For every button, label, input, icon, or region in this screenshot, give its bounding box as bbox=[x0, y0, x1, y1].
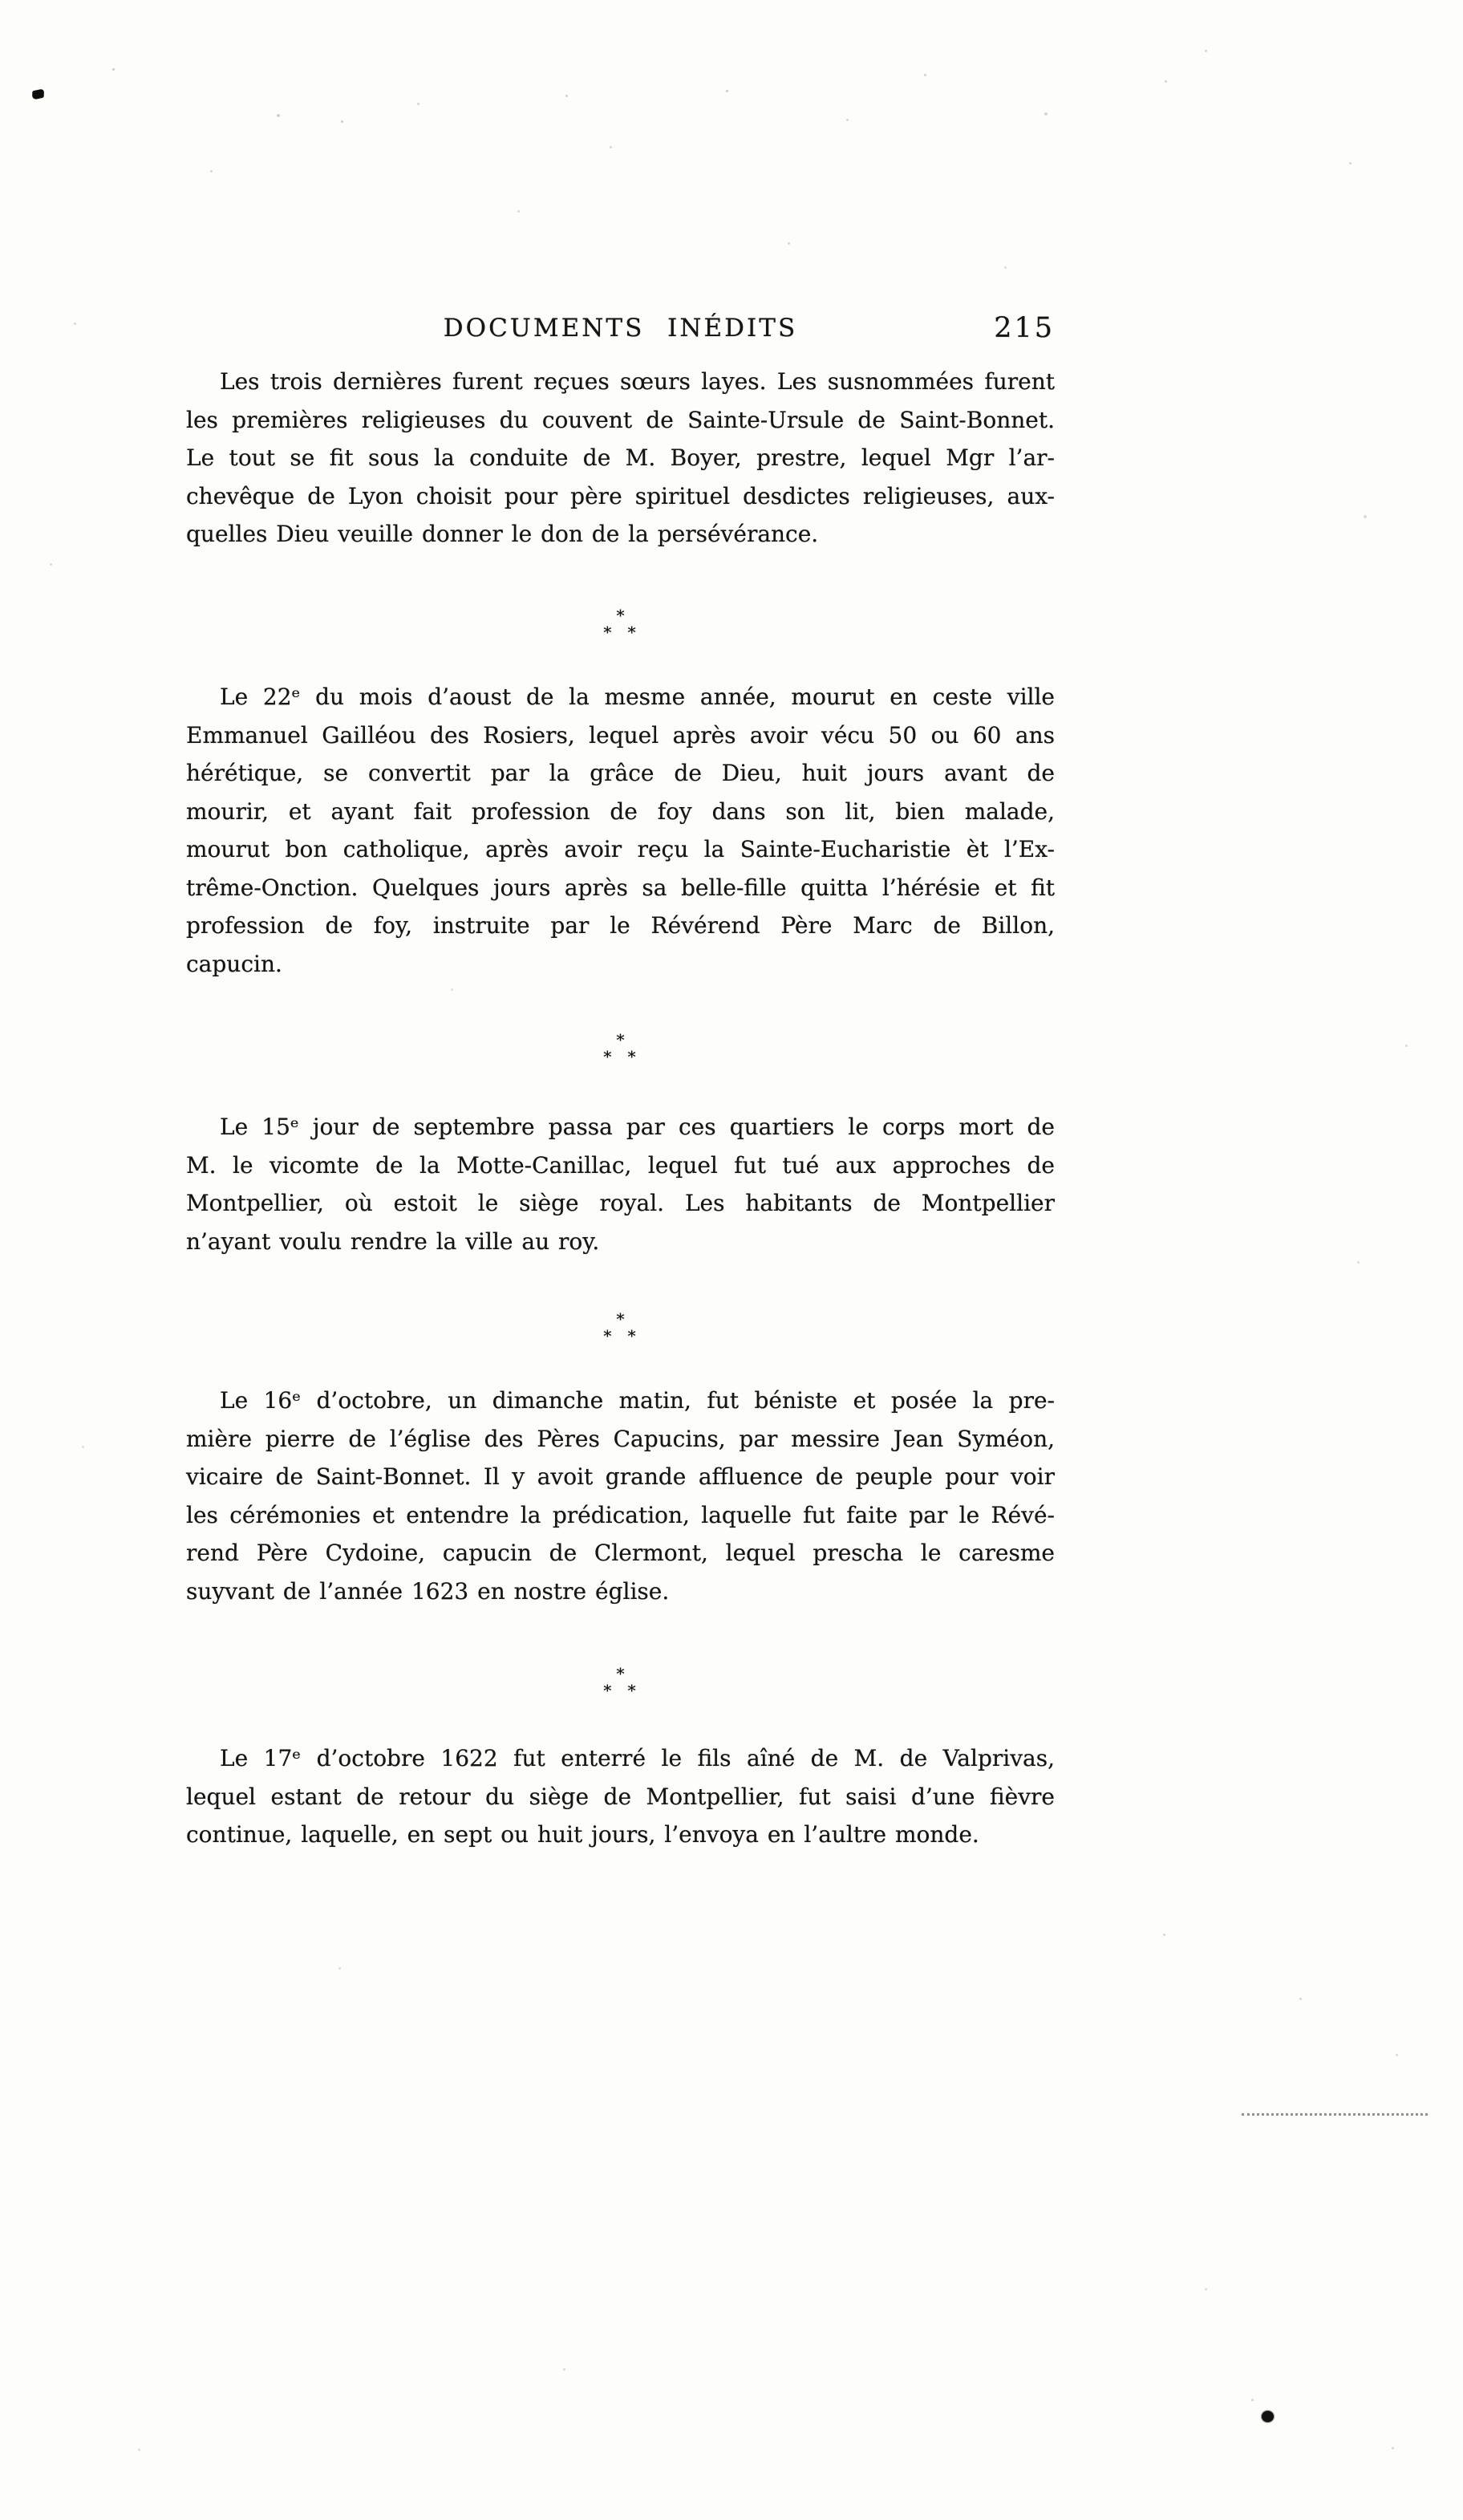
text-line: les premières religieuses du couvent de Sainte-Ursule de Saint-Bonnet. bbox=[186, 406, 1055, 433]
text-line: n’ayant voulu rendre la ville au roy. bbox=[186, 1228, 600, 1255]
scan-noise-speck bbox=[1396, 2054, 1398, 2056]
paragraph bbox=[186, 1382, 1055, 1610]
text-line: profession de foy, instruite par le Révérend Père Marc de Billon, bbox=[186, 912, 1055, 939]
text-line: Emmanuel Gailléou des Rosiers, lequel après avoir vécu 50 ou 60 ans bbox=[186, 721, 1055, 749]
text-line: vicaire de Saint-Bonnet. Il y avoit grande affluence de peuple pour voir bbox=[186, 1463, 1055, 1490]
text-line: mourut bon catholique, après avoir reçu la Sainte-Eucharistie èt l’Ex- bbox=[186, 836, 1055, 862]
text-line: lequel estant de retour du siège de Montpellier, fut saisi d’une fièvre bbox=[186, 1783, 1055, 1810]
text-line: Les trois dernières furent reçues sœurs layes. Les susnommées furent bbox=[220, 368, 1055, 395]
scan-noise-speck bbox=[74, 323, 76, 325]
scan-noise-speck bbox=[210, 170, 213, 172]
asterisk-icon: * * bbox=[603, 1047, 638, 1066]
scan-noise-speck bbox=[1004, 266, 1007, 269]
text-line: Le 22ᵉ du mois d’aoust de la mesme année, mourut en ceste ville bbox=[220, 684, 1055, 710]
asterisk-icon: * * bbox=[603, 1326, 638, 1345]
text-line: chevêque de Lyon choisit pour père spirituel desdictes religieuses, aux- bbox=[186, 482, 1055, 509]
scan-noise-speck bbox=[82, 1446, 84, 1448]
scan-noise-speck bbox=[924, 74, 926, 76]
scan-noise-speck bbox=[563, 2368, 565, 2371]
scan-noise-speck bbox=[565, 95, 568, 97]
running-title: DOCUMENTS INÉDITS bbox=[443, 314, 798, 343]
asterisk-icon: * bbox=[616, 1309, 625, 1329]
scan-noise-speck bbox=[1299, 1998, 1302, 2000]
scan-noise-speck bbox=[517, 210, 520, 213]
scan-noise-speck bbox=[50, 563, 52, 566]
scan-noise-speck bbox=[1251, 2399, 1254, 2401]
paragraph bbox=[186, 1739, 1055, 1854]
text-line: mière pierre de l’église des Pères Capucins, par messire Jean Syméon, bbox=[186, 1425, 1055, 1452]
scan-noise-speck bbox=[1405, 1045, 1408, 1047]
scan-noise-speck bbox=[1205, 2288, 1207, 2291]
ink-dot-mark bbox=[1262, 2411, 1274, 2422]
faint-rule-mark bbox=[1242, 2113, 1428, 2116]
asterisk-icon: * * bbox=[603, 623, 638, 642]
scan-noise-speck bbox=[1364, 515, 1367, 518]
paragraph bbox=[186, 363, 1055, 554]
ink-blot-mark bbox=[32, 88, 44, 99]
text-line: suyvant de l’année 1623 en nostre église. bbox=[186, 1577, 670, 1605]
asterisk-icon: * * bbox=[603, 1681, 638, 1700]
asterism-divider bbox=[186, 1666, 1055, 1699]
asterisk-icon: * bbox=[616, 1664, 625, 1683]
text-line: Le tout se fit sous la conduite de M. Boyer, prestre, lequel Mgr l’ar- bbox=[186, 444, 1055, 471]
text-line: les cérémonies et entendre la prédication, laquelle fut faite par le Révé- bbox=[186, 1501, 1055, 1528]
scan-noise-speck bbox=[451, 988, 453, 991]
scan-noise-speck bbox=[1392, 2447, 1394, 2449]
scan-noise-speck bbox=[1205, 50, 1207, 52]
scan-noise-speck bbox=[277, 114, 280, 117]
scan-noise-speck bbox=[112, 68, 115, 71]
text-line: hérétique, se convertit par la grâce de Dieu, huit jours avant de bbox=[186, 760, 1055, 786]
scan-noise-speck bbox=[788, 242, 790, 245]
paragraph bbox=[186, 678, 1055, 983]
scan-noise-speck bbox=[1163, 1934, 1165, 1936]
scan-noise-speck bbox=[417, 103, 419, 105]
text-line: Le 16ᵉ d’octobre, un dimanche matin, fut béniste et posée la pre- bbox=[220, 1387, 1055, 1414]
page-header bbox=[186, 314, 1055, 349]
text-line: capucin. bbox=[186, 950, 282, 977]
asterism-divider bbox=[186, 1311, 1055, 1345]
scan-noise-speck bbox=[1044, 112, 1048, 116]
asterisk-icon: * bbox=[616, 1030, 625, 1049]
asterism-divider bbox=[186, 1032, 1055, 1065]
paragraph bbox=[186, 1108, 1055, 1260]
scan-noise-speck bbox=[341, 120, 343, 123]
text-line: rend Père Cydoine, capucin de Clermont, lequel prescha le caresme bbox=[186, 1540, 1055, 1566]
scan-noise-speck bbox=[338, 1967, 341, 1970]
text-line: quelles Dieu veuille donner le don de la persévérance. bbox=[186, 521, 819, 547]
text-line: Le 15ᵉ jour de septembre passa par ces quartiers le corps mort de bbox=[220, 1114, 1055, 1140]
text-line: Montpellier, où estoit le siège royal. Les habitants de Montpellier bbox=[186, 1190, 1055, 1216]
asterism-divider bbox=[186, 607, 1055, 641]
page-number: 215 bbox=[994, 312, 1055, 344]
scan-noise-speck bbox=[138, 2449, 140, 2451]
text-line: continue, laquelle, en sept ou huit jours, l’envoya en l’aultre monde. bbox=[186, 1821, 979, 1848]
scan-noise-speck bbox=[1357, 1261, 1360, 1264]
scan-noise-speck bbox=[1165, 80, 1167, 83]
asterisk-icon: * bbox=[616, 606, 625, 625]
text-line: mourir, et ayant fait profession de foy dans son lit, bien malade, bbox=[186, 797, 1055, 825]
text-line: M. le vicomte de la Motte-Canillac, lequel fut tué aux approches de bbox=[186, 1151, 1055, 1179]
text-line: Le 17ᵉ d’octobre 1622 fut enterré le fils aîné de M. de Valprivas, bbox=[220, 1745, 1055, 1771]
scan-noise-speck bbox=[610, 146, 612, 148]
scan-noise-speck bbox=[1349, 162, 1352, 164]
text-line: trême-Onction. Quelques jours après sa belle-fille quitta l’hérésie et fit bbox=[186, 874, 1055, 901]
scan-noise-speck bbox=[726, 90, 728, 92]
text-column bbox=[186, 0, 1055, 2520]
scan-noise-speck bbox=[846, 119, 849, 121]
